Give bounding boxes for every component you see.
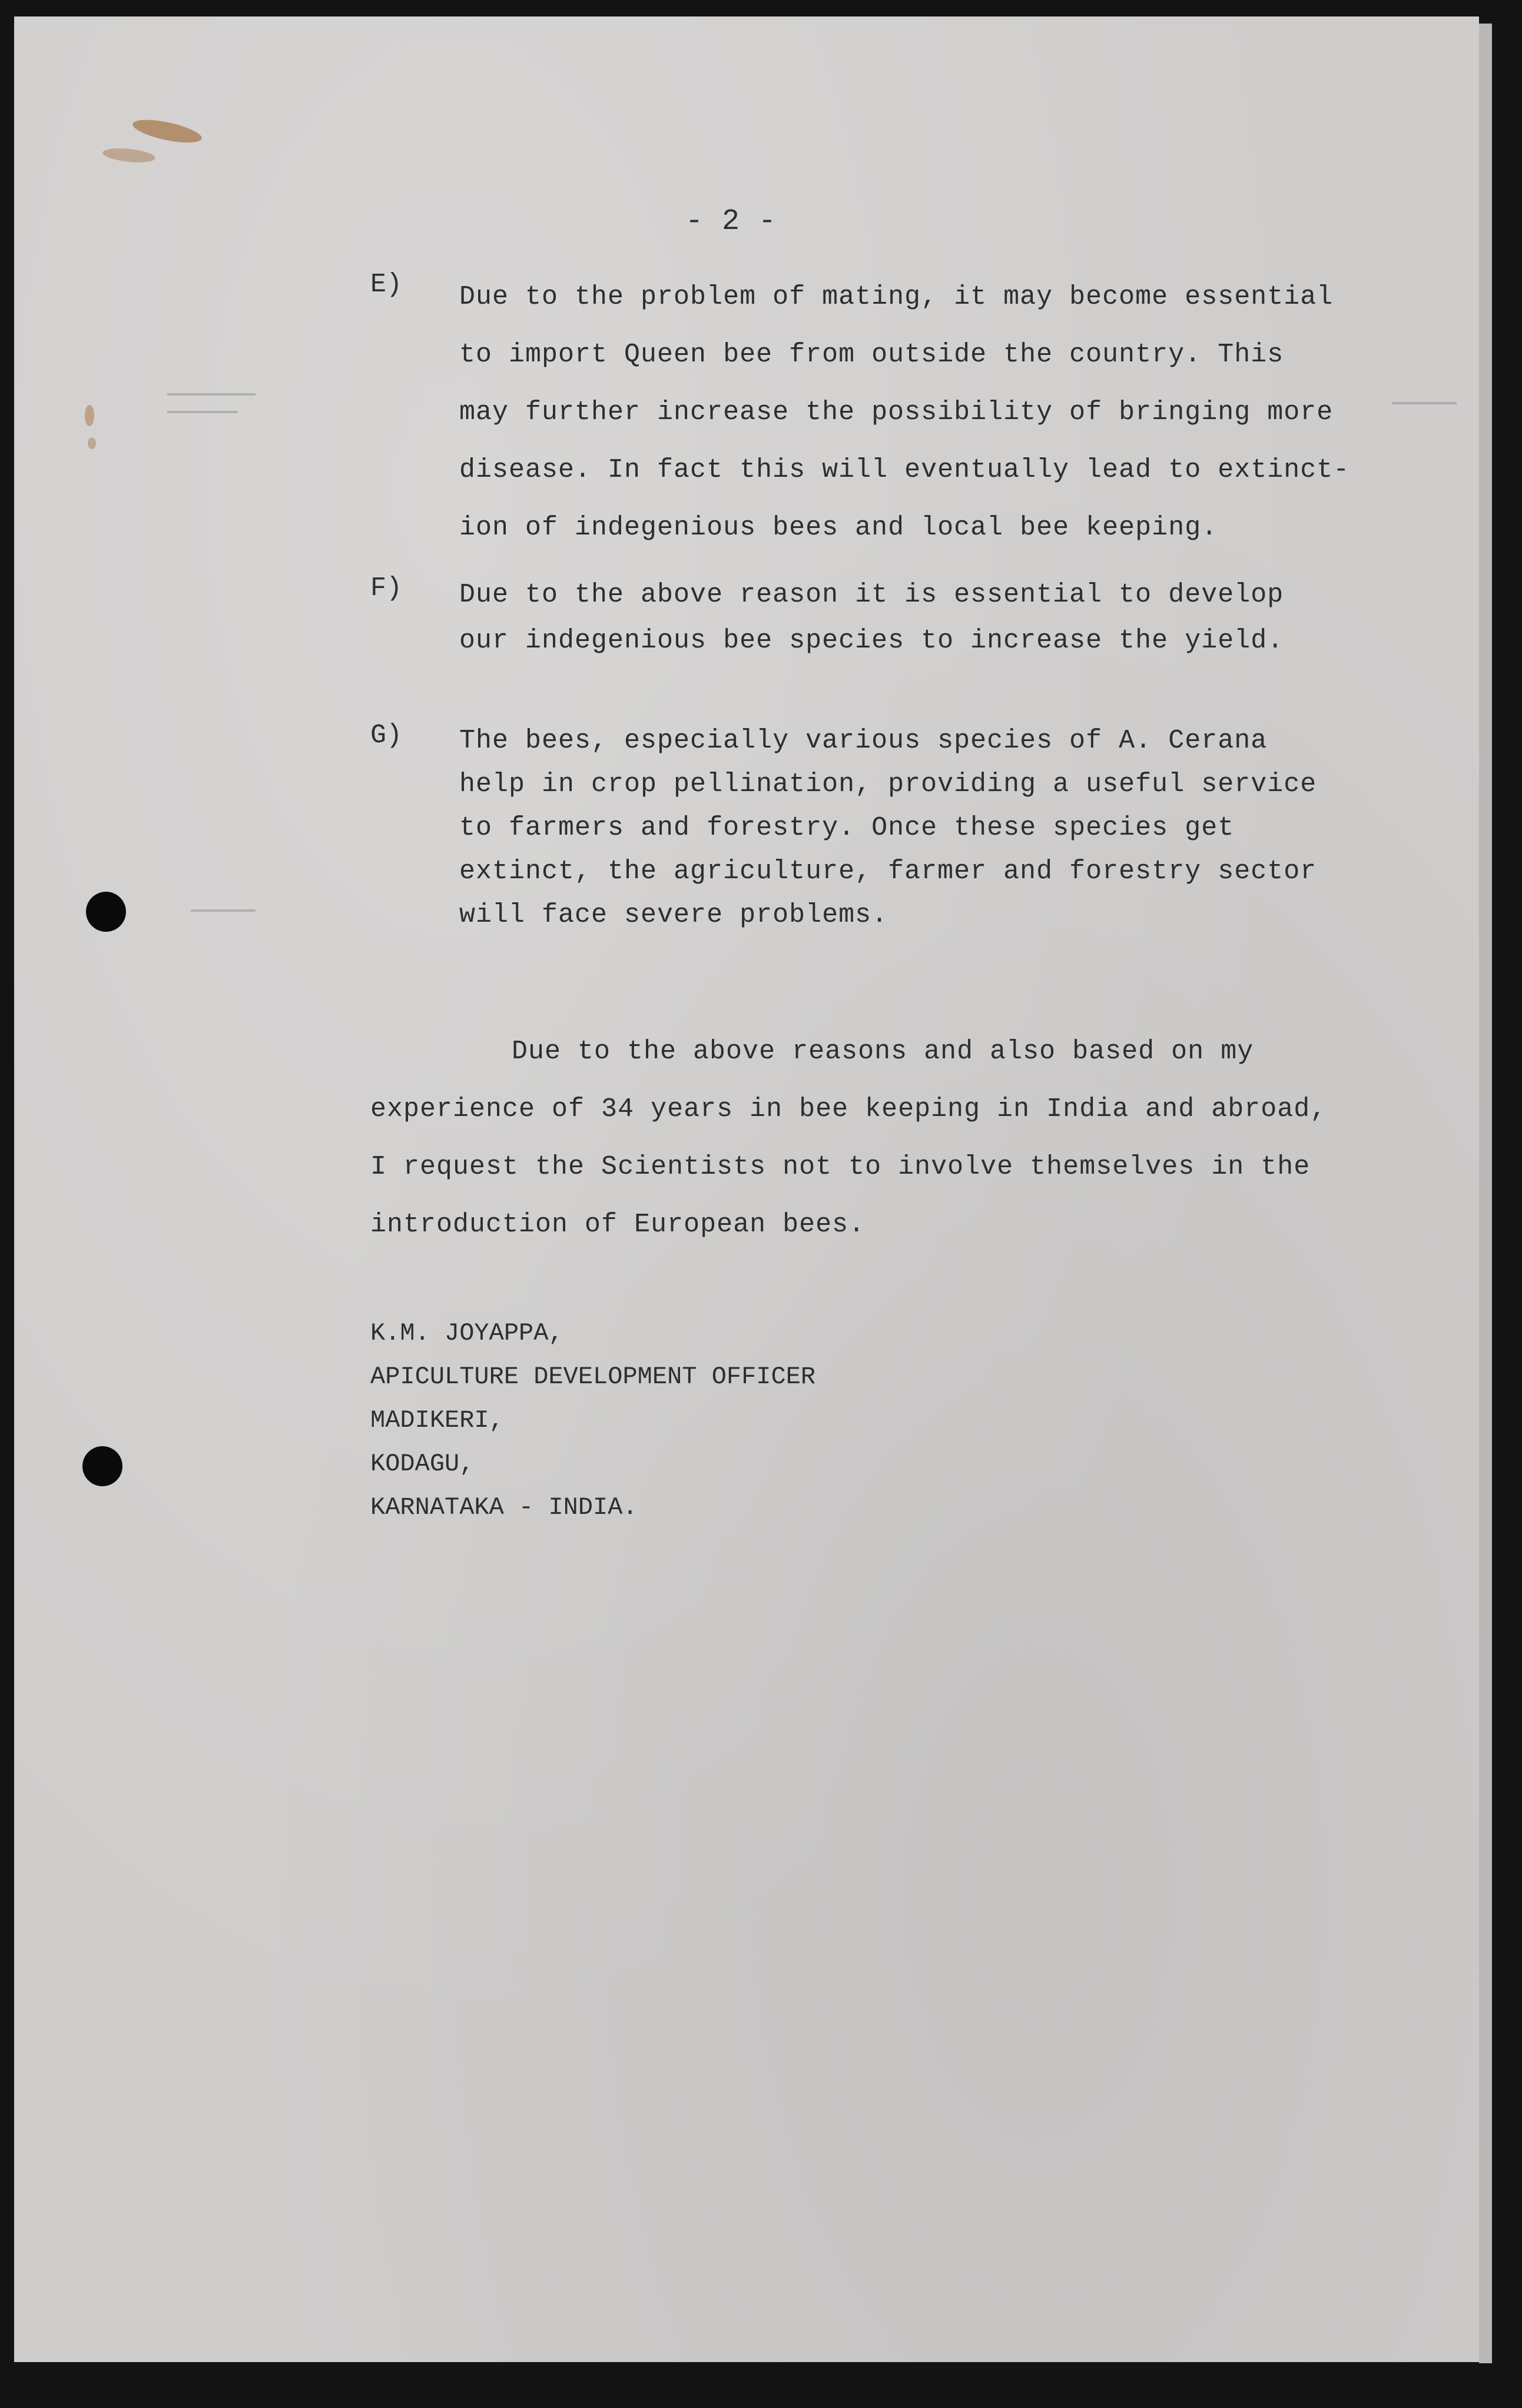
rust-stain (102, 146, 156, 164)
margin-mark (1392, 402, 1457, 404)
document-page (14, 16, 1479, 2362)
text-line: may further increase the possibility of bringing more (459, 397, 1334, 427)
item-label: E) (370, 270, 403, 300)
signatory-city: MADIKERI, (370, 1406, 504, 1434)
text-line: Due to the above reasons and also based on my (512, 1037, 1254, 1067)
text-line: help in crop pellination, providing a useful service (459, 769, 1317, 799)
paper-edge (1479, 24, 1492, 2363)
margin-mark (167, 393, 256, 396)
item-paragraph-e (459, 268, 1349, 557)
punch-hole (82, 1446, 122, 1486)
text-line: Due to the above reason it is essential to develop (459, 580, 1284, 610)
text-line: ion of indegenious bees and local bee keeping. (459, 513, 1218, 543)
text-line: to import Queen bee from outside the country. This (459, 340, 1284, 370)
signatory-title: APICULTURE DEVELOPMENT OFFICER (370, 1363, 816, 1391)
item-label: G) (370, 720, 403, 750)
text-line: extinct, the agriculture, farmer and forestry sector (459, 856, 1317, 886)
signatory-district: KODAGU, (370, 1450, 475, 1478)
margin-mark (167, 411, 238, 413)
signatory-name: K.M. JOYAPPA, (370, 1319, 563, 1347)
conclusion-paragraph (370, 1023, 1327, 1254)
item-label: F) (370, 573, 403, 603)
punch-hole (86, 892, 126, 932)
text-line: The bees, especially various species of A. Cerana (459, 726, 1268, 756)
text-line: experience of 34 years in bee keeping in India and abroad, (370, 1094, 1327, 1124)
text-line: introduction of European bees. (370, 1210, 866, 1240)
rust-stain (131, 115, 204, 147)
text-line: Due to the problem of mating, it may become essential (459, 282, 1334, 312)
rust-stain (85, 405, 94, 426)
signature-block (370, 1311, 815, 1529)
item-paragraph-g (459, 719, 1317, 937)
page-number: - 2 - (685, 205, 777, 238)
text-line: to farmers and forestry. Once these species get (459, 813, 1235, 843)
rust-stain (88, 437, 96, 449)
text-line: disease. In fact this will eventually lead to extinct- (459, 455, 1350, 485)
signatory-state: KARNATAKA - INDIA. (370, 1493, 638, 1522)
margin-mark (191, 909, 256, 912)
text-line: I request the Scientists not to involve themselves in the (370, 1152, 1311, 1182)
item-paragraph-f (459, 572, 1284, 664)
text-line: will face severe problems. (459, 900, 888, 930)
text-line: our indegenious bee species to increase the yield. (459, 626, 1284, 656)
